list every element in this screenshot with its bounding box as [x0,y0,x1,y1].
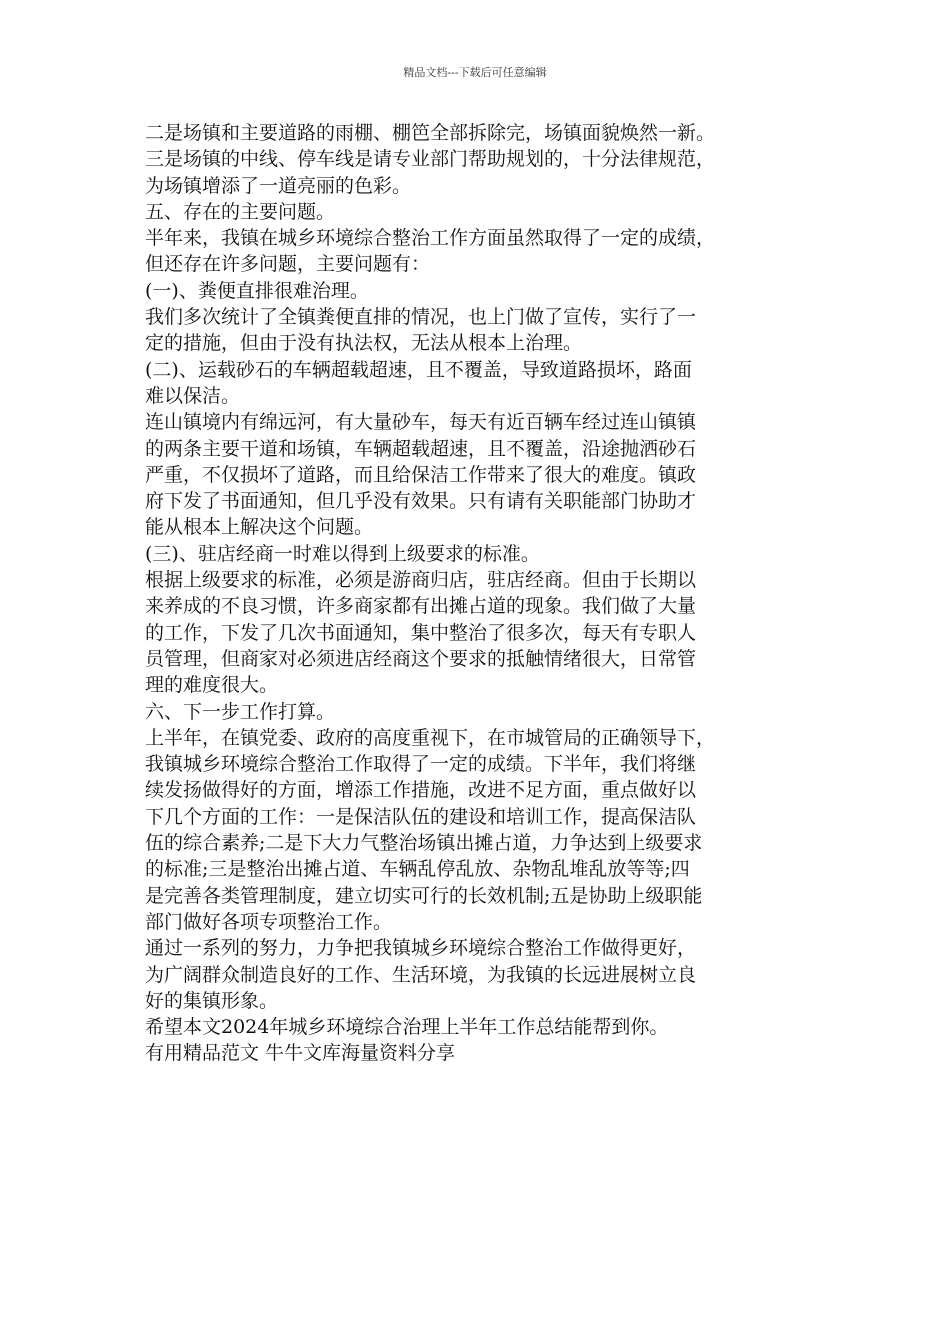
subsection-heading: (三)、驻店经商一时难以得到上级要求的标准。 [145,542,540,565]
section-heading: 六、下一步工作打算。 [145,700,336,723]
text-line: 三是场镇的中线、停车线是请专业部门帮助规划的，十分法律规范， [145,148,716,171]
text-line: 的两条主要干道和场镇，车辆超载超速，且不覆盖，沿途抛洒砂石 [145,437,697,460]
text-line: 伍的综合素养;二是下大力气整治场镇出摊占道，力争达到上级要求 [145,832,703,855]
text-line: 半年来，我镇在城乡环境综合整治工作方面虽然取得了一定的成绩， [145,227,716,250]
document-body [145,120,815,1067]
text-line: 连山镇境内有绵远河，有大量砂车，每天有近百辆车经过连山镇镇 [145,411,697,434]
text-line: 严重，不仅损坏了道路，而且给保洁工作带来了很大的难度。镇政 [145,463,697,486]
text-line: 来养成的不良习惯，许多商家都有出摊占道的现象。我们做了大量 [145,595,697,618]
text-line: 部门做好各项专项整治工作。 [145,910,393,933]
text-line: 的工作，下发了几次书面通知，集中整治了很多次，每天有专职人 [145,621,697,644]
closing-line: 希望本文2024年城乡环境综合治理上半年工作总结能帮到你。 [145,1016,669,1039]
text-line: 府下发了书面通知，但几乎没有效果。只有请有关职能部门协助才 [145,490,697,513]
text-line: 但还存在许多问题，主要问题有： [145,253,431,276]
subsection-heading: (一)、粪便直排很难治理。 [145,279,369,302]
text-line: 上半年，在镇党委、政府的高度重视下，在市城管局的正确领导下， [145,726,716,749]
text-line: 下几个方面的工作：一是保洁队伍的建设和培训工作，提高保洁队 [145,805,697,828]
text-line: 为广阔群众制造良好的工作、生活环境，为我镇的长远进展树立良 [145,963,697,986]
text-line: 我镇城乡环境综合整治工作取得了一定的成绩。下半年，我们将继 [145,753,697,776]
section-heading: 五、存在的主要问题。 [145,200,336,223]
text-line: 难以保洁。 [145,384,241,407]
page-header: 精品文档---下载后可任意编辑 [403,66,547,79]
text-line: 定的措施，但由于没有执法权，无法从根本上治理。 [145,332,583,355]
subsection-heading: (二)、运载砂石的车辆超载超速，且不覆盖，导致道路损坏，路面 [145,358,692,381]
text-line: 员管理，但商家对必须进店经商这个要求的抵触情绪很大，日常管 [145,647,697,670]
footer-line: 有用精品范文 牛牛文库海量资料分享 [145,1042,456,1065]
text-line: 好的集镇形象。 [145,989,279,1012]
text-line: 续发扬做得好的方面，增添工作措施，改进不足方面，重点做好以 [145,779,697,802]
text-line: 根据上级要求的标准，必须是游商归店，驻店经商。但由于长期以 [145,569,697,592]
text-line: 理的难度很大。 [145,674,279,697]
text-line: 能从根本上解决这个问题。 [145,516,374,539]
text-line: 的标准;三是整治出摊占道、车辆乱停乱放、杂物乱堆乱放等等;四 [145,858,690,881]
text-line: 我们多次统计了全镇粪便直排的情况，也上门做了宣传，实行了一 [145,306,697,329]
text-line: 为场镇增添了一道亮丽的色彩。 [145,174,412,197]
text-line: 二是场镇和主要道路的雨棚、棚笆全部拆除完，场镇面貌焕然一新。 [145,122,716,144]
text-line: 是完善各类管理制度，建立切实可行的长效机制;五是协助上级职能 [145,884,703,907]
text-line: 通过一系列的努力，力争把我镇城乡环境综合整治工作做得更好， [145,937,697,960]
